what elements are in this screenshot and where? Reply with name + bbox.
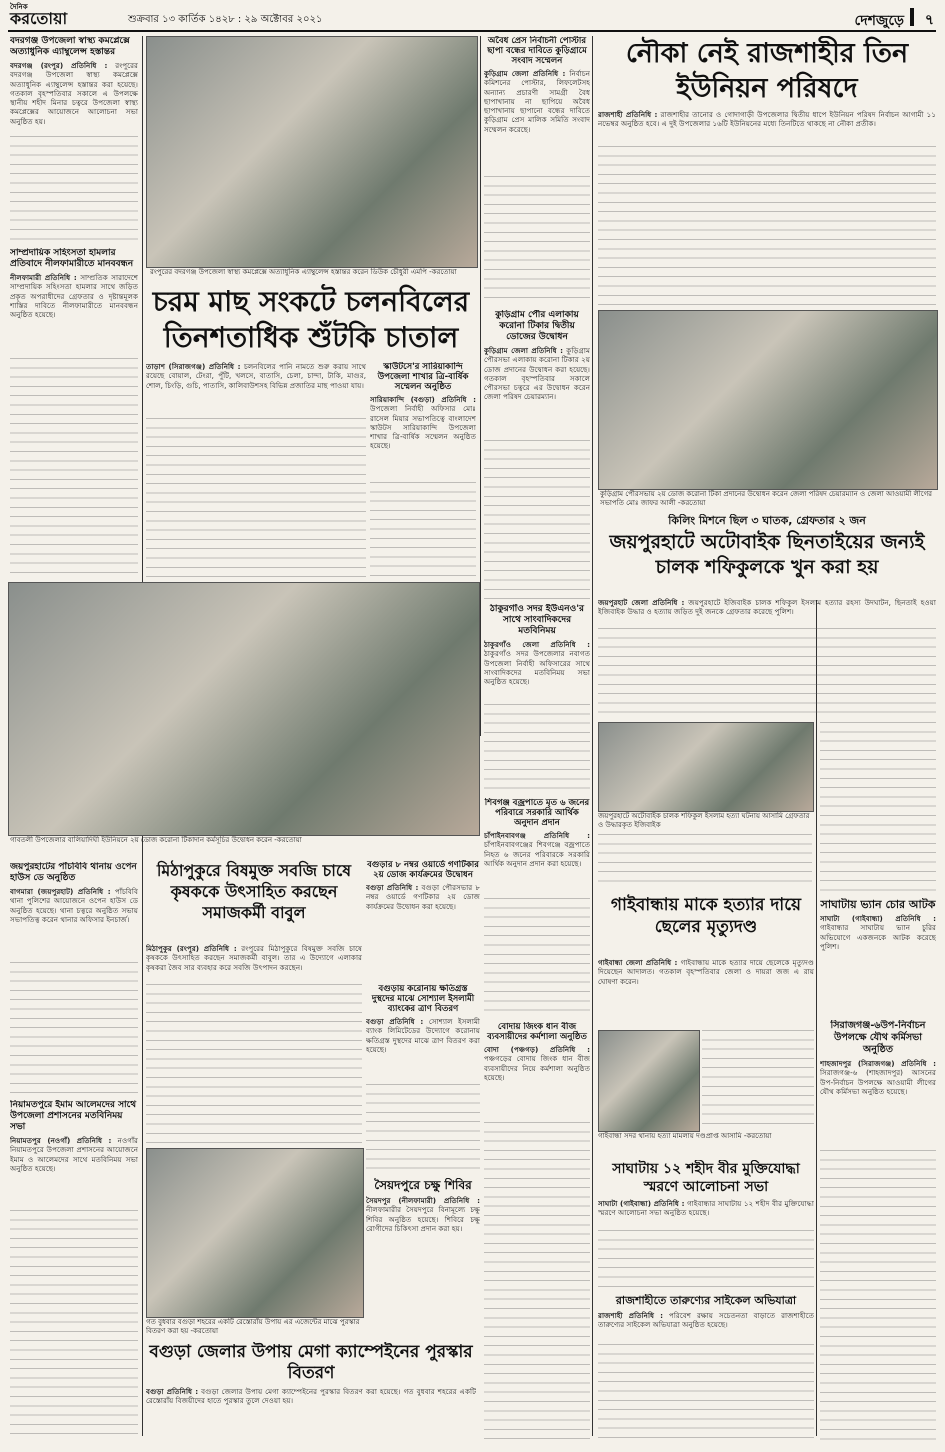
article-body bbox=[146, 944, 362, 972]
article-body bbox=[10, 61, 138, 126]
photo-caption: গাবতলী উপজেলার বালিয়াদিঘী ইউনিয়নে ২য় ডোজ করোনা টিকাদান কর্মসূচির উদ্বোধন করেন -করতোয়া bbox=[10, 836, 302, 844]
photo-vaccination-women bbox=[8, 582, 480, 836]
body-text: নির্বাচন কমিশনের পোস্টার, লিফলেটসহ অন্যান্য প্রচারণী সামগ্রী বৈধ ছাপাখানায় না ছাপিয়ে অবৈধ ছাপাখানায় ছাপানো বন্ধের দাবিতে কুড়িগ্রাম প্রেস মালিক সমিতি সংবাদ সম্মেলন করেছে। bbox=[484, 69, 590, 134]
body-text: গাইবান্ধায় মাকে হত্যার দায়ে ছেলেকে মৃত্যুদণ্ড দিয়েছেন আদালত। গতকাল বৃহস্পতিবার জেলা ও দায়রা জজ এ রায় ঘোষণা করেন। bbox=[598, 958, 814, 986]
text-lines bbox=[820, 722, 936, 892]
article-body bbox=[598, 110, 936, 129]
article-body bbox=[10, 273, 138, 319]
headline: নৌকা নেই রাজশাহীর তিন ইউনিয়ন পরিষদে bbox=[625, 38, 909, 104]
byline: বোদা (পঞ্চগড়) প্রতিনিধি : bbox=[484, 1045, 590, 1054]
article-body bbox=[820, 1059, 936, 1096]
headline: কুড়িগ্রাম পৌর এলাকায় করোনা টিকার দ্বিতীয় ডোজের উদ্বোধন bbox=[495, 310, 579, 342]
page-header bbox=[8, 2, 936, 32]
article-open-house bbox=[10, 862, 138, 1096]
byline: বগুড়া প্রতিনিধি : bbox=[366, 1017, 424, 1026]
body-text: বগুড়া পৌরসভার ৮ নম্বর ওয়ার্ডে গণটিকার ২য় ডোজ কার্যক্রমের উদ্বোধন করা হয়েছে। bbox=[366, 883, 480, 911]
photo-vaccine bbox=[598, 310, 938, 490]
headline: নিয়ামতপুরে ইমাম আলেমদের সাথে উপজেলা প্রশাসনের মতবিনিময় সভা bbox=[10, 1100, 137, 1132]
headline: রাজশাহীতে তারুণ্যের সাইকেল অভিযাত্রা bbox=[615, 1294, 797, 1307]
headline: বোদায় জিংক ধান বীজ ব্যবসায়ীদের কর্মশালা অনুষ্ঠিত bbox=[487, 1022, 587, 1042]
section-name: দেশজুড়ে bbox=[854, 13, 904, 29]
text-lines bbox=[484, 1122, 590, 1440]
text-lines bbox=[598, 628, 936, 718]
text-lines bbox=[146, 418, 366, 600]
text-lines bbox=[598, 834, 812, 890]
article-press bbox=[484, 36, 590, 306]
byline: জয়পুরহাট জেলা প্রতিনিধি : bbox=[598, 598, 685, 607]
headline: স্কাউটসে'র সারিয়াকান্দি উপজেলা শাখার ত্রি-বার্ষিক সম্মেলন অনুষ্ঠিত bbox=[377, 362, 469, 392]
text-lines bbox=[146, 984, 362, 1144]
headline: জয়পুরহাটের পাঁচবিবি থানায় ওপেন হাউস ডে অনুষ্ঠিত bbox=[10, 862, 137, 883]
article-body bbox=[598, 598, 936, 617]
body-text: পঞ্চগড়ের বোদায় জিংক ধান বীজ ব্যবসায়ীদের নিয়ে কর্মশালা অনুষ্ঠিত হয়েছে। bbox=[484, 1054, 590, 1082]
article-cycle bbox=[598, 1294, 814, 1440]
body-text: নওগাঁর নিয়ামতপুরে উপজেলা প্রশাসনের আয়োজনে ইমাম ও আলেমদের সাথে মতবিনিময় সভা অনুষ্ঠিত হয়েছে। bbox=[10, 1136, 138, 1173]
headline: সৈয়দপুরে চক্ষু শিবির bbox=[374, 1178, 472, 1192]
headline: বগুড়ায় করোনায় ক্ষতিগ্রস্ত দুস্থদের মাঝে সোশ্যাল ইসলামী ব্যাংকের ত্রাণ বিতরণ bbox=[371, 984, 475, 1014]
masthead-name: করতোয়া bbox=[10, 9, 68, 28]
byline: কুড়িগ্রাম জেলা প্রতিনিধি : bbox=[484, 69, 566, 78]
photo-caption: গাইবান্ধা সদর থানায় হত্যা মামলায় দণ্ডপ্রাপ্ত আসামি -করতোয়া bbox=[598, 1132, 772, 1140]
headline: শিবগঞ্জ বজ্রপাতে মৃত ৬ জনের পরিবারে সরকারি আর্থিক অনুদান প্রদান bbox=[484, 798, 590, 828]
article-body bbox=[366, 1017, 480, 1054]
photo-caption: কুড়িগ্রাম পৌরসভায় ২য় ডোজ করোনা টিকা প্রদানের উদ্বোধন করেন জেলা পরিষদ চেয়ারম্যান ও জেলা আওয়ামী লীগের সভাপতি মোঃ জাফর আলী -করতোয়া bbox=[600, 490, 933, 507]
text-lines bbox=[702, 1030, 814, 1130]
page-number: ৭ bbox=[924, 12, 934, 28]
body-text: নীলফামারীর সৈয়দপুরে বিনামূল্যে চক্ষু শিবির অনুষ্ঠিত হয়েছে। শিবিরে চক্ষু রোগীদের চিকিৎসা প্রদান করা হয়। bbox=[366, 1205, 480, 1233]
headline: বগুড়ার ৮ নম্বর ওয়ার্ডে গণটিকার ২য় ডোজ কার্যক্রমের উদ্বোধন bbox=[367, 860, 479, 880]
text-lines bbox=[10, 358, 138, 578]
byline: সাঘাটা (গাইবান্ধা) প্রতিনিধি : bbox=[598, 1199, 685, 1208]
byline: রাজশাহী প্রতিনিধি : bbox=[598, 110, 658, 119]
photo-convict bbox=[598, 1030, 700, 1132]
byline: সাঘাটা (গাইবান্ধা) প্রতিনিধি : bbox=[820, 914, 936, 923]
byline: গাইবান্ধা জেলা প্রতিনিধি : bbox=[598, 958, 678, 967]
article-scouts bbox=[370, 362, 476, 600]
body-text: বগুড়া জেলার উপায় মেগা ক্যাম্পেইনের পুরস্কার বিতরণ করা হয়েছে। গত বুধবার শহরের একটি রেস্তোরাঁয় বিজয়ীদের হাতে পুরস্কার তুলে দেওয়া হয়। bbox=[146, 1387, 476, 1406]
article-body bbox=[366, 1196, 480, 1233]
headline: চরম মাছ সংকটে চলনবিলের তিনশতাধিক শুঁটকি চাতাল bbox=[152, 285, 470, 354]
body-text: পরিবেশ রক্ষায় সচেতনতা বাড়াতে রাজশাহীতে তারুণ্যের সাইকেল অভিযাত্রা অনুষ্ঠিত হয়েছে। bbox=[598, 1311, 814, 1330]
article-body bbox=[484, 640, 590, 686]
body-text: সোশ্যাল ইসলামী ব্যাংক লিমিটেডের উদ্যোগে করোনায় ক্ষতিগ্রস্ত দুস্থদের মাঝে ত্রাণ বিতরণ করা হয়েছে। bbox=[366, 1017, 480, 1054]
headline: সাম্প্রদায়িক সহিংসতা হামলার প্রতিবাদে নীলফামারীতে মানববন্ধন bbox=[10, 248, 134, 269]
article-body bbox=[484, 831, 590, 868]
masthead-small: দৈনিক bbox=[10, 2, 28, 11]
body-text: চলনবিলের পানি নামতে শুরু করায় সাথে রয়েছে বোয়াল, টেংরা, পুঁটি, খলসে, বাতাসি, চেলা, চান্দা, টাকি, মাগুর, শোল, চিংড়ি, গুচি, পাতাসি, কালিবাউশসহ বিভিন্ন প্রজাতির মাছ পাওয়া যায়। bbox=[146, 362, 366, 390]
byline: বগুড়া প্রতিনিধি : bbox=[146, 1387, 199, 1396]
article-eye-camp bbox=[366, 1178, 480, 1338]
byline: রাজশাহী প্রতিনিধি : bbox=[598, 1311, 664, 1320]
article-body bbox=[484, 69, 590, 134]
article-mithapukur bbox=[146, 944, 362, 1144]
photo-ambulance bbox=[146, 36, 478, 268]
byline: মিঠাপুকুর (রংপুর) প্রতিনিধি : bbox=[146, 944, 237, 953]
byline: শাহজাদপুর (সিরাজগঞ্জ) প্রতিনিধি : bbox=[820, 1059, 936, 1068]
article-sibl bbox=[366, 984, 480, 1174]
text-lines bbox=[484, 898, 590, 1018]
byline: কুড়িগ্রাম জেলা প্রতিনিধি : bbox=[484, 346, 564, 355]
article-body bbox=[484, 346, 590, 402]
text-lines bbox=[10, 136, 138, 244]
body-text: কুড়িগ্রাম পৌরসভা এলাকায় করোনা টিকার ২য় ডোজ প্রদানের উদ্বোধন করা হয়েছে। গতকাল বৃহস্পতিবার সকালে পৌরসভা চত্বরে এর উদ্বোধন করেন জেলা পরিষদ চেয়ারম্যান। bbox=[484, 346, 590, 402]
article-thakurgaon bbox=[484, 604, 590, 794]
byline: তাড়াশ (সিরাজগঞ্জ) প্রতিনিধি : bbox=[146, 362, 241, 371]
article-human-chain bbox=[10, 248, 138, 578]
article-joypurhat-murder bbox=[598, 598, 936, 718]
headline: বদরগঞ্জ উপজেলা স্বাস্থ্য কমপ্লেক্সে অত্যাধুনিক এ্যাম্বুলেন্স হস্তান্তর bbox=[10, 36, 130, 57]
byline: বাগমারা (জয়পুরহাট) প্রতিনিধি : bbox=[10, 887, 111, 896]
byline: ঠাকুরগাঁও জেলা প্রতিনিধি : bbox=[484, 640, 590, 649]
byline: চাঁপাইনবাবগঞ্জ প্রতিনিধি : bbox=[484, 831, 590, 840]
byline: সৈয়দপুর (নীলফামারী) প্রতিনিধি : bbox=[366, 1196, 480, 1205]
body-text: উপজেলা নির্বাহী অফিসার মোঃ রাসেল মিয়ার সভাপতিত্বে বাংলাদেশ স্কাউটস সারিয়াকান্দি উপজেলা শাখার ত্রি-বার্ষিক সম্মেলন অনুষ্ঠিত হয়েছে। bbox=[370, 404, 476, 451]
body-text: ঠাকুরগাঁও সদর উপজেলার নবাগত উপজেলা নির্বাহী অফিসারের সাথে সাংবাদিকদের মতবিনিময় সভা অনুষ্ঠিত হয়েছে। bbox=[484, 649, 590, 687]
body-text: সাম্প্রতিক সারাদেশে সাম্প্রদায়িক সহিংসতা হামলার সাথে জড়িত প্রকৃত অপরাধীদের গ্রেফতার ও দৃষ্টান্তমূলক শাস্তির দাবিতে নীলফামারীতে মানববন্ধন অনুষ্ঠিত হয়েছে। bbox=[10, 273, 138, 320]
article-niamatpur bbox=[10, 1100, 138, 1440]
article-gaibandha bbox=[598, 958, 814, 1028]
article-body bbox=[820, 914, 936, 951]
article-joypurhat-murder-headline bbox=[598, 514, 936, 594]
article-ward-8 bbox=[366, 860, 480, 980]
text-lines bbox=[598, 1344, 814, 1440]
text-lines bbox=[484, 176, 590, 306]
article-body bbox=[598, 1311, 814, 1330]
column-rule bbox=[816, 600, 817, 1436]
article-body bbox=[10, 1136, 138, 1173]
text-lines bbox=[598, 1230, 814, 1290]
article-freedom-fighters bbox=[598, 1160, 814, 1290]
article-boda bbox=[484, 1022, 590, 1440]
article-body bbox=[366, 883, 480, 911]
body-text: রাজশাহীর তানোর ও গোদাগাড়ী উপজেলার দ্বিতীয় ধাপে ইউনিয়ন পরিষদ নির্বাচন আগামী ১১ নভেম্বর অনুষ্ঠিত হবে। এ দুই উপজেলার ১৬টি ইউনিয়নের মধ্যে তিনটিতে থাকছে না নৌকা প্রতীক। bbox=[598, 110, 936, 129]
photo-arrest bbox=[598, 722, 814, 812]
photo-caption: রংপুরের বদরগঞ্জ উপজেলা স্বাস্থ্য কমপ্লেক্সে অত্যাধুনিক এ্যাম্বুলেন্স হস্তান্তর করেন ডিউক চৌধুরী এমপি -করতোয়া bbox=[150, 268, 457, 276]
text-lines bbox=[598, 146, 936, 306]
column-rule bbox=[592, 36, 593, 1436]
text-lines bbox=[484, 440, 590, 600]
byline: নিয়ামতপুর (নওগাঁ) প্রতিনিধি : bbox=[10, 1136, 112, 1145]
photo-caption: গত বুধবার বগুড়া শহরের একটি রেস্তোরাঁয় উপায় এর এজেন্টের মাঝে পুরস্কার বিতরণ করা হয় -করতোয়া bbox=[146, 1318, 360, 1335]
body-text: গাইবান্ধার সাঘাটায় ১২ শহীদ বীর মুক্তিযোদ্ধা স্মরণে আলোচনা সভা অনুষ্ঠিত হয়েছে। bbox=[598, 1199, 814, 1218]
article-gaibandha-headline bbox=[598, 894, 814, 956]
photo-upay-prize bbox=[146, 1148, 364, 1318]
headline: সিরাজগঞ্জ-৬উপ-নির্বাচন উপলক্ষে যৌথ কর্মিসভা অনুষ্ঠিত bbox=[830, 1020, 926, 1055]
text-lines bbox=[820, 1150, 936, 1440]
article-body bbox=[598, 958, 814, 986]
article-rajshahi-boat bbox=[598, 36, 936, 306]
article-dry-fish bbox=[146, 362, 366, 600]
article-ambulance bbox=[10, 36, 138, 244]
article-dry-fish-headline bbox=[146, 284, 476, 358]
photo-caption: জয়পুরহাটে অটোবাইক চালক শফিকুল ইসলাম হত্যা ঘটনায় আসামি গ্রেফতার ও উদ্ধারকৃত ইজিবাইক bbox=[598, 812, 810, 829]
article-body bbox=[598, 1199, 814, 1218]
article-vaccine-dose bbox=[484, 310, 590, 600]
text-lines bbox=[10, 962, 138, 1096]
article-body bbox=[146, 362, 366, 390]
headline: অবৈধ প্রেস নির্বাচনী পোস্টার ছাপা বন্ধের দাবিতে কুড়িগ্রামে সংবাদ সম্মেলন bbox=[487, 36, 587, 66]
article-shibganj bbox=[484, 798, 590, 1018]
body-text: সিরাজগঞ্জ-৬ (শাহজাদপুর) আসনের উপ-নির্বাচন উপলক্ষে আওয়ামী লীগের যৌথ কর্মিসভা অনুষ্ঠিত হয়েছে। bbox=[820, 1068, 936, 1096]
headline: সাঘাটায় ১২ শহীদ বীর মুক্তিযোদ্ধা স্মরণে আলোচনা সভা bbox=[612, 1161, 800, 1195]
body-text: রংপুরের মিঠাপুকুরে বিষমুক্ত সবজি চাষে কৃষককে উৎসাহিত করছেন সমাজকর্মী বাবুল। তার এ উদ্যোগে এলাকার কৃষকরা জৈব সার ব্যবহার করে সবজি উৎপাদন করছেন। bbox=[146, 944, 362, 972]
article-van-thief bbox=[820, 898, 936, 1016]
headline: গাইবান্ধায় মাকে হত্যার দায়ে ছেলের মৃত্যুদণ্ড bbox=[610, 895, 802, 937]
headline: ঠাকুরগাঁও সদর ইউএনও'র সাথে সাংবাদিকদের মতবিনিময় bbox=[490, 604, 584, 636]
article-body bbox=[146, 1387, 476, 1406]
article-upay bbox=[146, 1342, 476, 1442]
body-text: জয়পুরহাটে ইজিবাইক চালক শফিকুল ইসলাম হত্যার রহস্য উদঘাটন, ছিনতাই হওয়া ইজিবাইক উদ্ধার ও হত্যায় জড়িত দুই জনকে গ্রেফতার করেছে পুলিশ। bbox=[598, 598, 936, 617]
article-sirajganj bbox=[820, 1020, 936, 1440]
byline: সারিয়াকান্দি (বগুড়া) প্রতিনিধি : bbox=[370, 395, 476, 404]
dateline: শুক্রবার ১৩ কার্তিক ১৪২৮ : ২৯ অক্টোবর ২০২১ bbox=[128, 14, 323, 25]
body-text: পাঁচবিবি থানা পুলিশের আয়োজনে ওপেন হাউস ডে অনুষ্ঠিত হয়েছে। থানা চত্বরে অনুষ্ঠিত সভায় সভাপতিত্ব করেন থানার অফিসার ইনচার্জ। bbox=[10, 887, 138, 924]
masthead-logo bbox=[10, 2, 68, 33]
body-text: গাইবান্ধার সাঘাটায় ভ্যান চুরির অভিযোগে একজনকে আটক করেছে পুলিশ। bbox=[820, 923, 936, 951]
headline: বগুড়া জেলার উপায় মেগা ক্যাম্পেইনের পুরস্কার বিতরণ bbox=[149, 1342, 473, 1383]
article-body bbox=[10, 887, 138, 924]
byline: নীলফামারী প্রতিনিধি : bbox=[10, 273, 77, 282]
headline: জয়পুরহাটে অটোবাইক ছিনতাইয়ের জন্যই চালক শফিকুলকে খুন করা হয় bbox=[609, 531, 925, 578]
body-text: চাঁপাইনবাবগঞ্জের শিবগঞ্জে বজ্রপাতে নিহত ৬ জনের পরিবারকে সরকারি আর্থিক অনুদান প্রদান করা হয়েছে। bbox=[484, 840, 590, 868]
text-lines bbox=[10, 1210, 138, 1440]
kicker: কিলিং মিশনে ছিল ৩ ঘাতক, গ্রেফতার ২ জন bbox=[668, 514, 866, 527]
column-rule bbox=[480, 36, 481, 736]
article-body bbox=[370, 395, 476, 451]
byline: বদরগঞ্জ (রংপুর) প্রতিনিধি : bbox=[10, 61, 108, 70]
article-mithapukur-headline bbox=[146, 860, 362, 940]
headline: সাঘাটায় ভ্যান চোর আটক bbox=[820, 898, 936, 911]
text-lines bbox=[484, 704, 590, 794]
text-lines bbox=[366, 1084, 480, 1174]
header-bar bbox=[910, 8, 914, 26]
byline: বগুড়া প্রতিনিধি : bbox=[366, 883, 419, 892]
headline: মিঠাপুকুরে বিষমুক্ত সবজি চাষে কৃষককে উৎসাহিত করছেন সমাজকর্মী বাবুল bbox=[156, 861, 352, 922]
article-body bbox=[484, 1045, 590, 1082]
body-text: রংপুরের বদরগঞ্জ উপজেলা স্বাস্থ্য কমপ্লেক্সে অত্যাধুনিক এ্যাম্বুলেন্স হস্তান্তর করা হয়েছে। গতকাল বৃহস্পতিবার সকালে এ উপলক্ষে স্থানীয় শহীদ মিনার চত্বরে উপজেলা স্বাস্থ্য কমপ্লেক্সের আয়োজনে আলোচনা সভা অনুষ্ঠিত হয়। bbox=[10, 61, 138, 126]
